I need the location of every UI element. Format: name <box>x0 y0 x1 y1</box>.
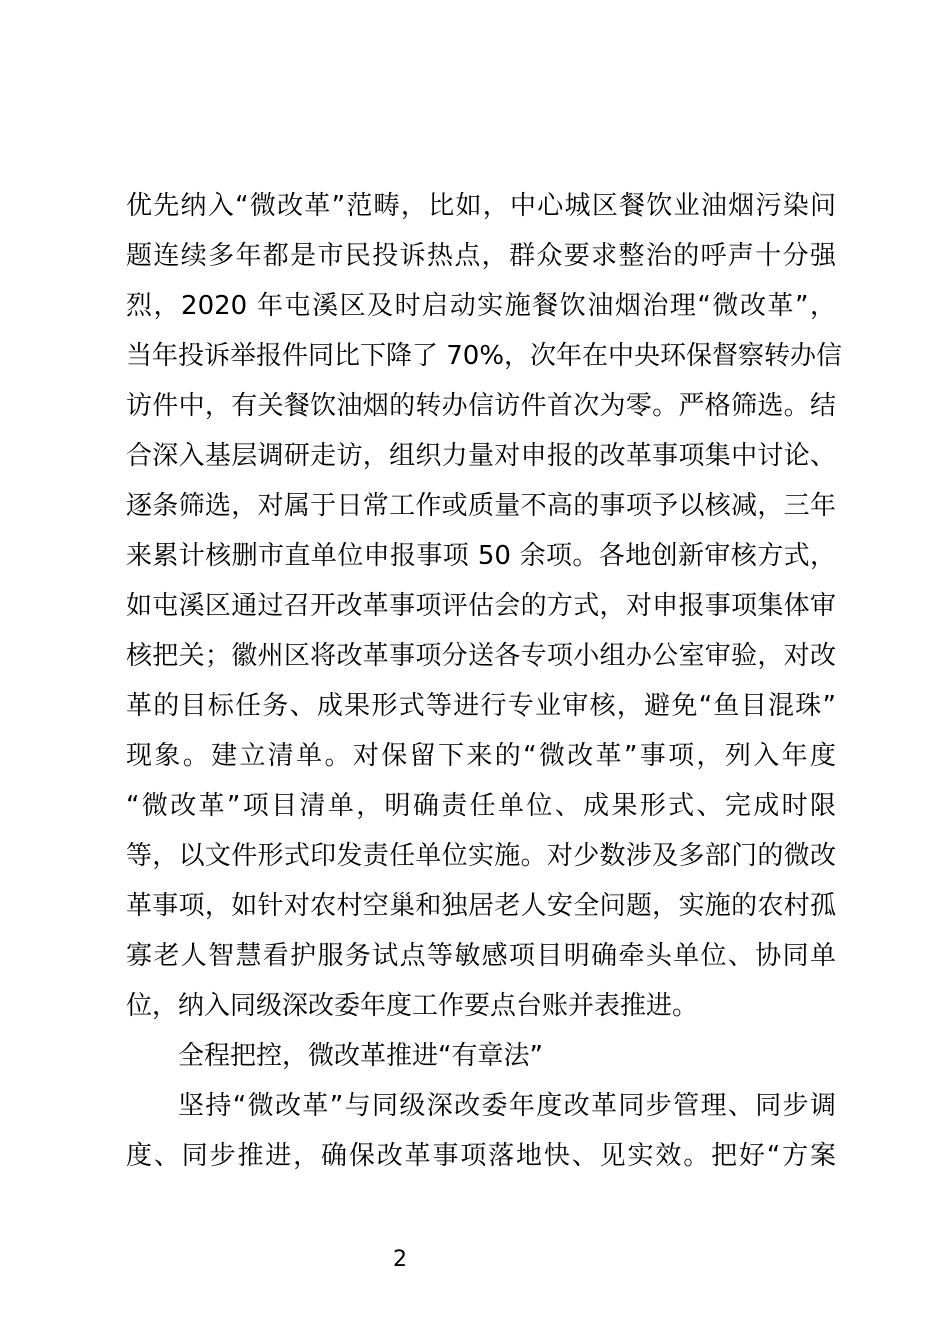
paragraph-line: 寡老人智慧看护服务试点等敏感项目明确牵头单位、协同单 <box>126 941 836 971</box>
paragraph-line: 如屯溪区通过召开改革事项评估会的方式，对申报事项集体审 <box>126 591 836 621</box>
page-number <box>0 1245 950 1275</box>
paragraph-line: 访件中，有关餐饮油烟的转办信访件首次为零。严格筛选。结 <box>126 391 836 421</box>
paragraph-line: 烈，2020 年屯溪区及时启动实施餐饮油烟治理“微改革”， <box>126 291 836 321</box>
paragraph-line: 等，以文件形式印发责任单位实施。对少数涉及多部门的微改 <box>126 841 836 871</box>
paragraph-line: 革的目标任务、成果形式等进行专业审核，避免“鱼目混珠” <box>126 691 836 721</box>
paragraph-line: 优先纳入“微改革”范畴，比如，中心城区餐饮业油烟污染问 <box>126 191 836 221</box>
paragraph-line: 坚持“微改革”与同级深改委年度改革同步管理、同步调 <box>178 1091 836 1121</box>
paragraph-line: 当年投诉举报件同比下降了 70%，次年在中央环保督察转办信 <box>126 341 843 371</box>
paragraph-line: 位，纳入同级深改委年度工作要点台账并表推进。 <box>126 991 699 1021</box>
page-number-text: 2 <box>393 1247 407 1272</box>
paragraph-line: 合深入基层调研走访，组织力量对申报的改革事项集中讨论、 <box>126 441 836 471</box>
paragraph-line: 核把关；徽州区将改革事项分送各专项小组办公室审验，对改 <box>126 641 836 671</box>
paragraph-line: “微改革”项目清单，明确责任单位、成果形式、完成时限 <box>126 791 836 821</box>
paragraph-line: 来累计核删市直单位申报事项 50 余项。各地创新审核方式， <box>126 541 836 571</box>
section-heading: 全程把控，微改革推进“有章法” <box>178 1041 543 1071</box>
paragraph-line: 度、同步推进，确保改革事项落地快、见实效。把好“方案 <box>126 1141 836 1171</box>
paragraph-line: 逐条筛选，对属于日常工作或质量不高的事项予以核减，三年 <box>126 491 836 521</box>
paragraph-line: 现象。建立清单。对保留下来的“微改革”事项，列入年度 <box>126 741 836 771</box>
paragraph-line: 革事项，如针对农村空巢和独居老人安全问题，实施的农村孤 <box>126 891 836 921</box>
paragraph-line: 题连续多年都是市民投诉热点，群众要求整治的呼声十分强 <box>126 241 836 271</box>
document-body <box>126 181 843 1181</box>
